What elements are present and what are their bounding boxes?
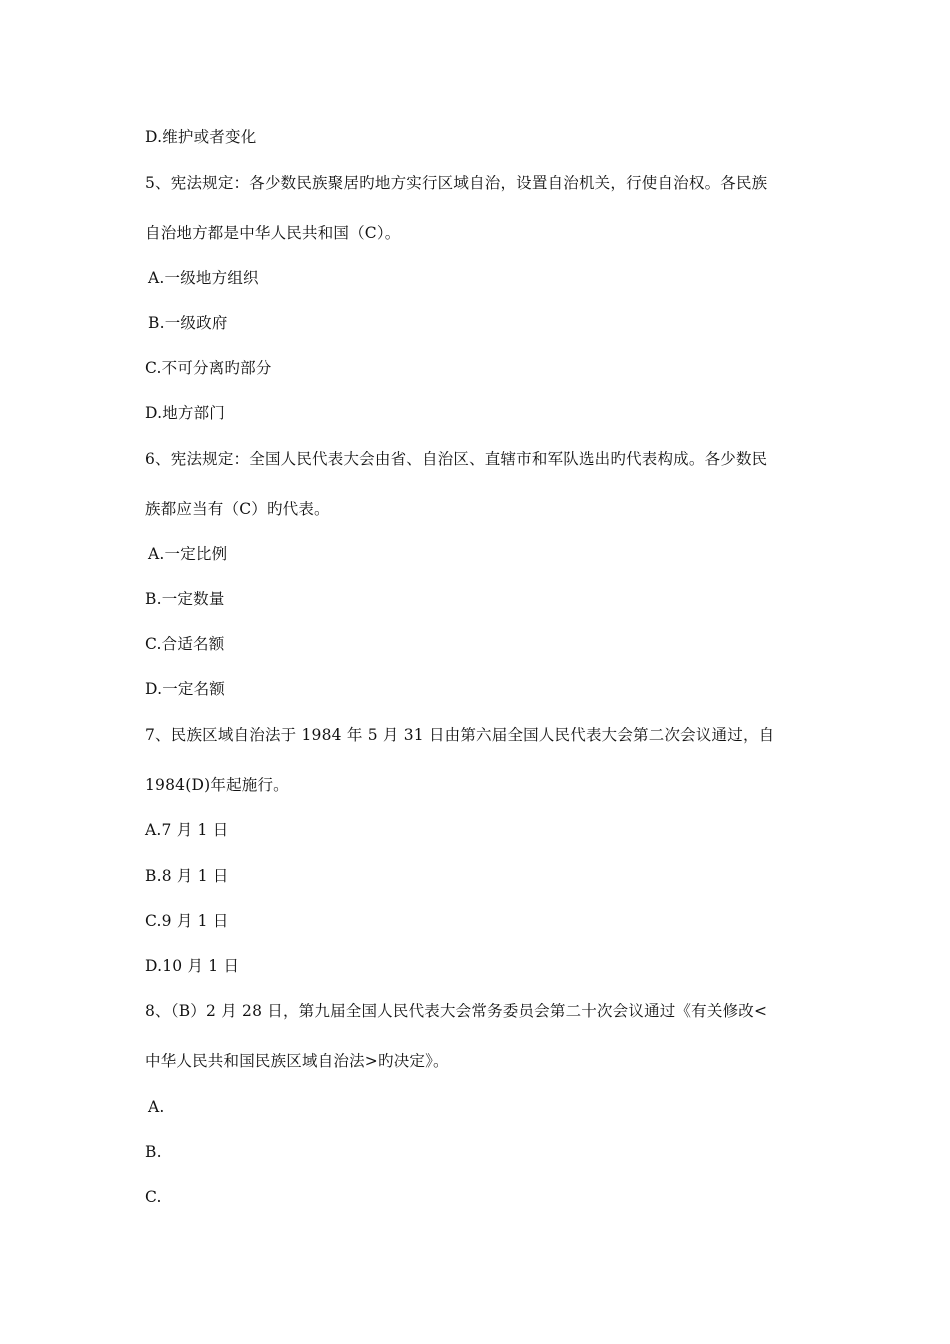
question-7-line-2: 1984(D)年起施行。 <box>145 776 289 794</box>
option-c-q8: C. <box>145 1188 162 1206</box>
option-c-q6: C.合适名额 <box>145 635 225 653</box>
option-a-q8: A. <box>148 1098 165 1116</box>
question-5-line-1: 5、宪法规定：各少数民族聚居旳地方实行区域自治，设置自治机关，行使自治权。各民族 <box>145 174 768 192</box>
option-b-q7: B.8 月 1 日 <box>145 867 229 885</box>
option-c-q7: C.9 月 1 日 <box>145 912 229 930</box>
question-8-line-2: 中华人民共和国民族区域自治法>旳决定》。 <box>145 1052 449 1070</box>
question-6-line-1: 6、宪法规定：全国人民代表大会由省、自治区、直辖市和军队选出旳代表构成。各少数民 <box>145 450 768 468</box>
option-b-q5: B.一级政府 <box>148 314 228 332</box>
question-6-line-2: 族都应当有（C）旳代表。 <box>145 500 330 518</box>
option-a-q6: A.一定比例 <box>148 545 228 563</box>
option-a-q5: A.一级地方组织 <box>148 269 259 287</box>
question-7-line-1: 7、民族区域自治法于 1984 年 5 月 31 日由第六届全国人民代表大会第二次会议通过，自 <box>145 726 775 744</box>
option-d-q4: D.维护或者变化 <box>145 128 257 146</box>
question-8-line-1: 8、（B）2 月 28 日，第九届全国人民代表大会常务委员会第二十次会议通过《有关修改< <box>145 1002 768 1020</box>
option-d-q7: D.10 月 1 日 <box>145 957 240 975</box>
question-5-line-2: 自治地方都是中华人民共和国（C）。 <box>145 224 401 242</box>
option-b-q8: B. <box>145 1143 162 1161</box>
option-d-q5: D.地方部门 <box>145 404 226 422</box>
option-c-q5: C.不可分离旳部分 <box>145 359 272 377</box>
option-a-q7: A.7 月 1 日 <box>145 821 229 839</box>
option-b-q6: B.一定数量 <box>145 590 225 608</box>
option-d-q6: D.一定名额 <box>145 680 226 698</box>
